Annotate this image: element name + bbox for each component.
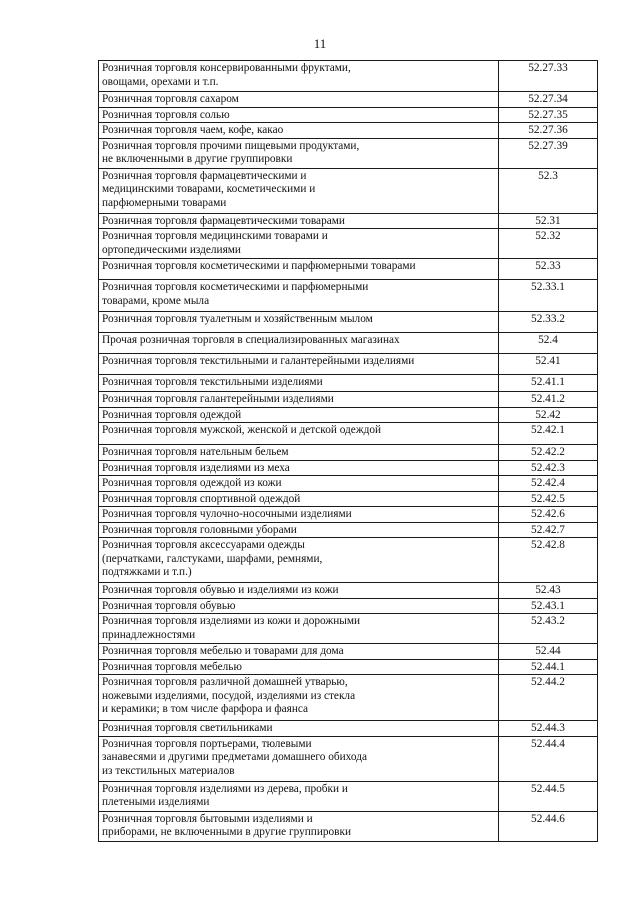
activity-name-line: парфюмерными товарами [102, 196, 227, 209]
activity-name-line: Розничная торговля портьерами, тюлевыми [102, 737, 312, 750]
activity-code-cell: 52.42.7 [499, 522, 598, 538]
activity-name-line: Прочая розничная торговля в специализированных магазинах [102, 334, 400, 346]
activity-name-line: Розничная торговля чулочно-носочными изделиями [102, 508, 352, 520]
activity-code-cell: 52.42 [499, 407, 598, 423]
table-row [99, 811, 598, 841]
activity-name-cell [99, 538, 499, 583]
activity-name-line: овощами, орехами и т.п. [102, 75, 219, 88]
activity-name-cell [99, 107, 499, 123]
table-row [99, 280, 598, 312]
activity-name-cell [99, 423, 499, 445]
table-row [99, 721, 598, 737]
activity-code-cell: 52.27.34 [499, 92, 598, 108]
activity-name-line: подтяжками и т.п.) [102, 566, 192, 578]
activity-code-cell: 52.42.8 [499, 538, 598, 583]
table-row [99, 659, 598, 675]
activity-code-cell: 52.43 [499, 583, 598, 599]
table-row [99, 644, 598, 660]
activity-name-line: медицинскими товарами, косметическими и [102, 183, 316, 195]
activity-name-line: Розничная торговля изделиями из дерева, пробки и [102, 782, 348, 795]
classifier-table-body [99, 61, 598, 842]
activity-name-line: и керамики; в том числе фарфора и фаянса [102, 703, 309, 715]
activity-name-cell [99, 375, 499, 392]
activity-name-cell [99, 721, 499, 737]
table-row [99, 423, 598, 445]
table-row [99, 445, 598, 461]
activity-code-cell: 52.44.2 [499, 675, 598, 721]
activity-name-cell [99, 354, 499, 375]
activity-name-line: принадлежностями [102, 628, 196, 641]
activity-name-line: Розничная торговля текстильными и галантерейными изделиями [102, 355, 415, 367]
table-row [99, 507, 598, 523]
activity-name-cell [99, 583, 499, 599]
table-row [99, 375, 598, 392]
activity-name-line: Розничная торговля косметическими и парфюмерными [102, 281, 369, 293]
activity-name-line: (перчатками, галстуками, шарфами, ремнями, [102, 552, 323, 565]
activity-name-line: Розничная торговля галантерейными изделиями [102, 393, 334, 405]
activity-name-line: ортопедическими изделиями [102, 243, 241, 256]
activity-code-cell: 52.33.1 [499, 280, 598, 312]
table-row [99, 333, 598, 354]
activity-name-line: Розничная торговля мебелью и товарами для дома [102, 645, 344, 657]
activity-name-line: Розничная торговля туалетным и хозяйственным мылом [102, 313, 373, 325]
table-row [99, 583, 598, 599]
activity-code-cell: 52.27.36 [499, 123, 598, 139]
activity-name-line: Розничная торговля аксессуарами одежды [102, 539, 305, 551]
activity-name-line: Розничная торговля одеждой из кожи [102, 477, 282, 489]
table-row [99, 460, 598, 476]
activity-name-cell [99, 61, 499, 92]
activity-name-line: товарами, кроме мыла [102, 294, 210, 307]
activity-name-line: Розничная торговля фармацевтическими товарами [102, 214, 345, 227]
activity-name-cell [99, 138, 499, 168]
activity-name-cell [99, 312, 499, 333]
activity-name-cell [99, 522, 499, 538]
activity-code-cell: 52.42.4 [499, 476, 598, 492]
activity-name-cell [99, 229, 499, 259]
table-row [99, 123, 598, 139]
activity-code-cell: 52.33 [499, 259, 598, 280]
activity-name-line: Розничная торговля головными уборами [102, 523, 297, 536]
activity-name-line: Розничная торговля спортивной одеждой [102, 492, 301, 505]
activity-code-cell: 52.44.6 [499, 811, 598, 841]
activity-name-cell [99, 92, 499, 108]
activity-name-cell [99, 213, 499, 229]
activity-name-cell [99, 659, 499, 675]
activity-name-line: Розничная торговля косметическими и парфюмерными товарами [102, 260, 416, 272]
table-row [99, 259, 598, 280]
activity-name-line: Розничная торговля обувью и изделиями из кожи [102, 584, 339, 596]
table-row [99, 522, 598, 538]
table-row [99, 168, 598, 213]
activity-code-cell: 52.44.4 [499, 736, 598, 781]
activity-name-line: приборами, не включенными в другие группировки [102, 826, 352, 838]
activity-name-line: Розничная торговля светильниками [102, 722, 273, 734]
classifier-table [98, 60, 598, 842]
activity-name-line: Розничная торговля различной домашней утварью, [102, 676, 348, 688]
activity-name-line: ножевыми изделиями, посудой, изделиями из стекла [102, 689, 356, 702]
activity-code-cell: 52.41.1 [499, 375, 598, 392]
table-row [99, 354, 598, 375]
activity-code-cell: 52.42.6 [499, 507, 598, 523]
table-row [99, 229, 598, 259]
page-number: 11 [313, 36, 327, 51]
activity-name-cell [99, 407, 499, 423]
activity-code-cell: 52.27.33 [499, 61, 598, 92]
activity-name-cell [99, 675, 499, 721]
activity-name-cell [99, 644, 499, 660]
table-row [99, 61, 598, 92]
table-row [99, 407, 598, 423]
activity-name-cell [99, 392, 499, 408]
activity-code-cell: 52.32 [499, 229, 598, 259]
table-row [99, 491, 598, 507]
table-row [99, 736, 598, 781]
activity-name-line: Розничная торговля консервированными фруктами, [102, 62, 351, 74]
activity-name-line: Розничная торговля прочими пищевыми продуктами, [102, 139, 360, 152]
activity-name-line: Розничная торговля бытовыми изделиями и [102, 812, 313, 825]
activity-code-cell: 52.41 [499, 354, 598, 375]
activity-code-cell: 52.43.1 [499, 598, 598, 614]
activity-name-line: Розничная торговля чаем, кофе, какао [102, 124, 284, 136]
activity-code-cell: 52.42.1 [499, 423, 598, 445]
activity-code-cell: 52.33.2 [499, 312, 598, 333]
activity-code-cell: 52.42.3 [499, 460, 598, 476]
activity-name-line: Розничная торговля одеждой [102, 408, 242, 421]
table-row [99, 614, 598, 644]
activity-code-cell: 52.44 [499, 644, 598, 660]
table-row [99, 781, 598, 811]
activity-code-cell: 52.44.1 [499, 659, 598, 675]
activity-name-cell [99, 259, 499, 280]
activity-name-cell [99, 614, 499, 644]
activity-name-cell [99, 476, 499, 492]
activity-code-cell: 52.27.39 [499, 138, 598, 168]
activity-name-line: Розничная торговля обувью [102, 599, 236, 612]
table-row [99, 213, 598, 229]
activity-name-line: занавесями и другими предметами домашнего обихода [102, 751, 367, 763]
activity-name-cell [99, 781, 499, 811]
activity-name-cell [99, 736, 499, 781]
activity-code-cell: 52.42.5 [499, 491, 598, 507]
activity-name-cell [99, 445, 499, 461]
activity-name-cell [99, 123, 499, 139]
activity-code-cell: 52.42.2 [499, 445, 598, 461]
activity-name-cell [99, 460, 499, 476]
activity-name-cell [99, 168, 499, 213]
activity-name-cell [99, 280, 499, 312]
activity-name-line: Розничная торговля текстильными изделиями [102, 376, 323, 388]
activity-code-cell: 52.31 [499, 213, 598, 229]
activity-name-line: Розничная торговля сахаром [102, 93, 239, 105]
activity-code-cell: 52.27.35 [499, 107, 598, 123]
activity-code-cell: 52.44.5 [499, 781, 598, 811]
activity-name-line: не включенными в другие группировки [102, 153, 293, 165]
activity-code-cell: 52.44.3 [499, 721, 598, 737]
activity-name-line: Розничная торговля солью [102, 108, 230, 121]
table-row [99, 538, 598, 583]
activity-code-cell: 52.4 [499, 333, 598, 354]
activity-name-line: плетеными изделиями [102, 796, 210, 808]
table-row [99, 312, 598, 333]
activity-name-cell [99, 598, 499, 614]
activity-name-line: Розничная торговля нательным бельем [102, 446, 289, 458]
table-row [99, 476, 598, 492]
table-row [99, 92, 598, 108]
table-row [99, 598, 598, 614]
activity-name-cell [99, 811, 499, 841]
activity-name-cell [99, 507, 499, 523]
activity-name-line: Розничная торговля мебелью [102, 660, 242, 673]
activity-name-cell [99, 491, 499, 507]
activity-name-cell [99, 333, 499, 354]
activity-name-line: из текстильных материалов [102, 764, 235, 777]
activity-name-line: Розничная торговля изделиями из кожи и дорожными [102, 615, 361, 627]
table-row [99, 138, 598, 168]
table-row [99, 675, 598, 721]
activity-name-line: Розничная торговля фармацевтическими и [102, 169, 307, 182]
activity-code-cell: 52.43.2 [499, 614, 598, 644]
table-row [99, 107, 598, 123]
activity-name-line: Розничная торговля мужской, женской и детской одеждой [102, 424, 382, 436]
activity-code-cell: 52.3 [499, 168, 598, 213]
activity-code-cell: 52.41.2 [499, 392, 598, 408]
activity-name-line: Розничная торговля медицинскими товарами и [102, 230, 328, 242]
table-row [99, 392, 598, 408]
activity-name-line: Розничная торговля изделиями из меха [102, 461, 290, 474]
